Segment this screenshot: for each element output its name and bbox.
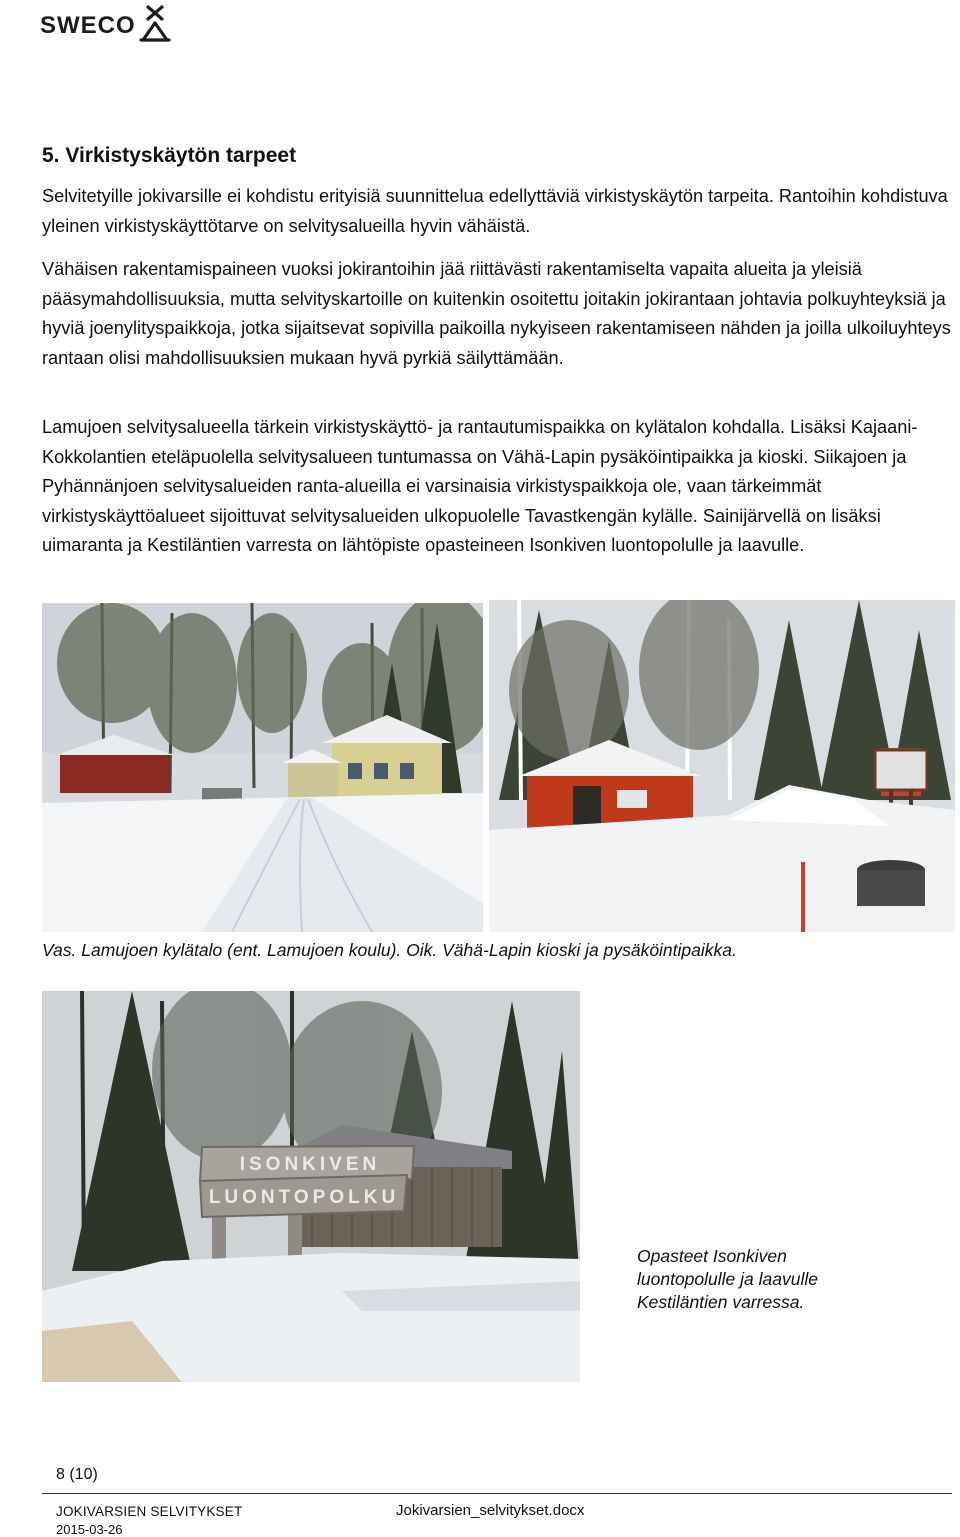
figure-caption-top: Vas. Lamujoen kylätalo (ent. Lamujoen koulu). Oik. Vähä-Lapin kioski ja pysäköintipaikka. bbox=[42, 940, 737, 960]
sweco-mark-icon bbox=[138, 4, 172, 44]
sign-text-luontopolku: LUONTOPOLKU bbox=[208, 1187, 400, 1208]
body-paragraph: Vähäisen rakentamispaineen vuoksi jokirantoihin jää riittävästi rakentamiselta vapaita alueita ja yleisiä pääsymahdollisuuksia, mutta selvityskartoille on kuitenkin osoitettu joitakin jokirantaan johtavia polkuyhteyksiä ja hyviä joenylityspaikkoja, jotka sijaitsevat sopivilla paikoilla nykyiseen rakentamiseen nähden ja joilla ulkoiluyhteys rantaan olisi mahdollisuuksien mukaan hyvä pyrkiä säilyttämään. bbox=[42, 259, 951, 368]
logo-text: SWECO bbox=[40, 12, 136, 39]
page-number: 8 (10) bbox=[56, 1466, 98, 1483]
sign-text-isonkiven: ISONKIVEN bbox=[239, 1154, 381, 1175]
photo-nature-trail-sign bbox=[42, 991, 580, 1382]
footer-document-title: JOKIVARSIEN SELVITYKSET bbox=[56, 1504, 243, 1519]
sweco-logo bbox=[40, 4, 172, 48]
section-heading: 5. Virkistyskäytön tarpeet bbox=[42, 144, 297, 167]
photo-village-hall bbox=[42, 603, 483, 932]
footer-filename: Jokivarsien_selvitykset.docx bbox=[396, 1502, 585, 1519]
body-paragraph: Selvitetyille jokivarsille ei kohdistu erityisiä suunnittelua edellyttäviä virkistyskäytön tarpeita. Rantoihin kohdistuva yleinen virkistyskäyttötarve on selvitysalueilla hyvin vähäistä. bbox=[42, 186, 948, 236]
footer-date: 2015-03-26 bbox=[56, 1522, 123, 1537]
body-paragraph: Lamujoen selvitysalueella tärkein virkistyskäyttö- ja rantautumispaikka on kylätalon kohdalla. Lisäksi Kajaani-Kokkolantien eteläpuolella selvitysalueen tuntumassa on Vähä-Lapin pysäköintipaikka ja kioski. Siikajoen ja Pyhännänjoen selvitysalueiden ranta-alueilla ei varsinaisia virkistyspaikkoja ole, vaan tärkeimmät virkistyskäyttöalueet sijoittuvat selvitysalueiden ulkopuolelle Tavastkengän kylälle. Sainijärvellä on lisäksi uimaranta ja Kestiläntien varresta on lähtöpiste opasteineen Isonkiven luontopolulle ja laavulle. bbox=[42, 417, 918, 555]
photo-kiosk bbox=[489, 600, 955, 932]
footer-divider bbox=[42, 1493, 952, 1494]
figure-caption-bottom: Opasteet Isonkiven luontopolulle ja laavulle Kestiläntien varressa. bbox=[637, 1246, 818, 1312]
